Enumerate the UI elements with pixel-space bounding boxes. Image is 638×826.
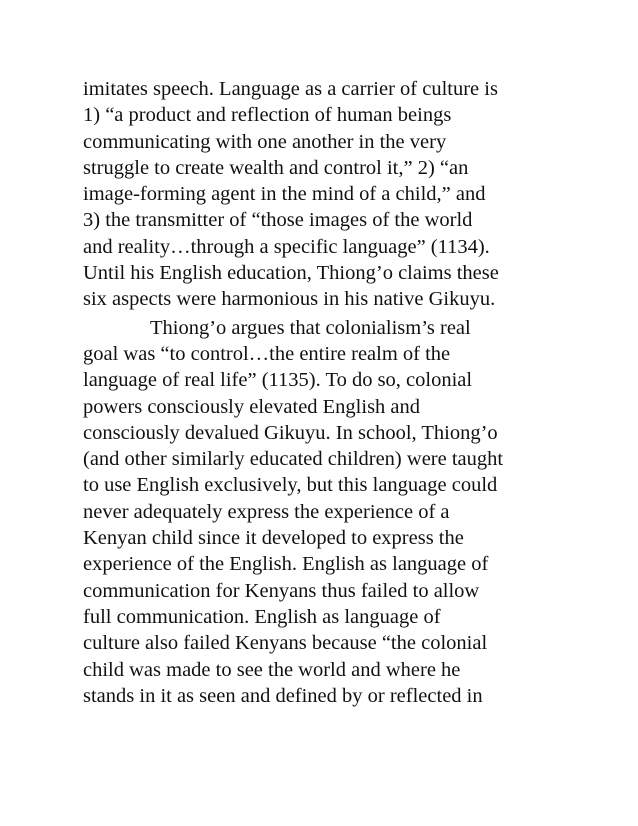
text-line: culture also failed Kenyans because “the colonial bbox=[83, 632, 488, 655]
text-line: image-forming agent in the mind of a child,” and bbox=[83, 183, 486, 206]
text-line: to use English exclusively, but this language could bbox=[83, 474, 498, 497]
text-line: Kenyan child since it developed to express the bbox=[83, 527, 464, 550]
text-line: consciously devalued Gikuyu. In school, Thiong’o bbox=[83, 421, 498, 444]
text-line: full communication. English as language of bbox=[83, 605, 441, 628]
text-line: struggle to create wealth and control it,” 2) “an bbox=[83, 156, 469, 179]
text-line: six aspects were harmonious in his native Gikuyu. bbox=[83, 288, 496, 311]
text-line: child was made to see the world and where he bbox=[83, 658, 461, 681]
text-line-indented: Thiong’o argues that colonialism’s real bbox=[150, 316, 471, 339]
body-text bbox=[83, 76, 563, 709]
text-line: communicating with one another in the very bbox=[83, 130, 447, 153]
text-line: communication for Kenyans thus failed to allow bbox=[83, 579, 480, 602]
text-line: never adequately express the experience of a bbox=[83, 500, 450, 523]
text-line: 1) “a product and reflection of human beings bbox=[83, 104, 452, 127]
text-line: stands in it as seen and defined by or reflected in bbox=[83, 684, 483, 707]
text-line: (and other similarly educated children) were taught bbox=[83, 448, 504, 471]
text-line: 3) the transmitter of “those images of the world bbox=[83, 209, 473, 232]
paragraph-1 bbox=[83, 76, 563, 313]
text-line: imitates speech. Language as a carrier of culture is bbox=[83, 78, 498, 100]
paragraph-2 bbox=[83, 315, 563, 709]
text-line: and reality…through a specific language” (1134). bbox=[83, 235, 490, 258]
text-line: language of real life” (1135). To do so, colonial bbox=[83, 369, 473, 392]
text-line: experience of the English. English as language of bbox=[83, 553, 489, 576]
text-line: goal was “to control…the entire realm of the bbox=[83, 342, 451, 365]
text-line: powers consciously elevated English and bbox=[83, 395, 421, 418]
text-line: Until his English education, Thiong’o claims these bbox=[83, 262, 499, 285]
